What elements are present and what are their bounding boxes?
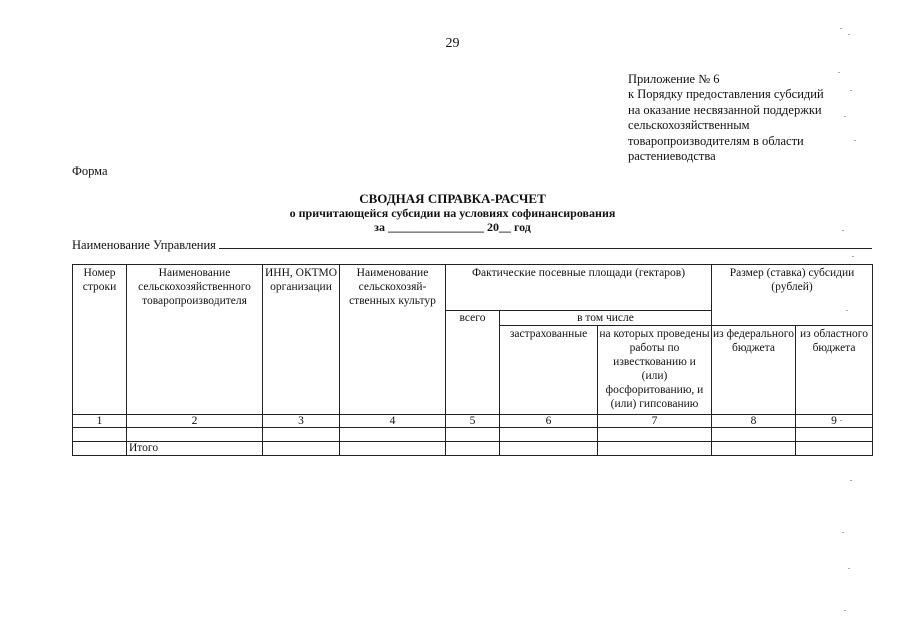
management-row (72, 237, 872, 253)
appendix-line: на оказание несвязанной поддержки (628, 102, 822, 117)
column-number: 1 (73, 415, 127, 428)
table-cell (598, 428, 712, 442)
title-line: СВОДНАЯ СПРАВКА-РАСЧЕТ (359, 191, 546, 206)
table-cell (500, 428, 598, 442)
total-label: Итого (127, 442, 263, 456)
appendix-line: сельскохозяйственным (628, 118, 750, 133)
period-line: за ________________ 20__ год (374, 220, 531, 234)
header-liming: на которых проведены работы по известкованию и (или) фосфоритованию, и (или) гипсованию (598, 326, 712, 415)
table-cell (263, 428, 340, 442)
table-cell (446, 428, 500, 442)
header-insured: застрахованные (500, 326, 598, 415)
table-cell (500, 442, 598, 456)
header-inn-oktmo: ИНН, ОКТМО организации (263, 265, 340, 415)
column-number: 2 (127, 415, 263, 428)
header-crops: Наименование сельскохозяй-ственных культур (340, 265, 446, 415)
table-row (73, 428, 873, 442)
total-row (73, 442, 873, 456)
column-number: 8 (712, 415, 796, 428)
appendix-line: товаропроизводителям в области (628, 133, 804, 148)
appendix-line: Приложение № 6 (628, 72, 720, 86)
header-including: в том числе (500, 311, 712, 326)
header-area-total: всего (446, 311, 500, 415)
management-label: Наименование Управления (72, 238, 216, 252)
column-number: 5 (446, 415, 500, 428)
header-federal-budget: из федерального бюджета (712, 326, 796, 415)
column-number: 3 (263, 415, 340, 428)
column-number: 9 (796, 415, 873, 428)
table-cell (73, 428, 127, 442)
table-cell (73, 442, 127, 456)
table-cell (598, 442, 712, 456)
header-regional-budget: из областного бюджета (796, 326, 873, 415)
table-cell (127, 428, 263, 442)
page-number: 29 (445, 36, 460, 51)
management-fill-line (219, 237, 872, 249)
column-number: 6 (500, 415, 598, 428)
table-cell (263, 442, 340, 456)
table-cell (446, 442, 500, 456)
table-cell (712, 428, 796, 442)
column-number: 7 (598, 415, 712, 428)
column-number: 4 (340, 415, 446, 428)
table-cell (340, 442, 446, 456)
appendix-line: растениеводства (628, 149, 716, 164)
document-title (0, 191, 905, 234)
table-cell (340, 428, 446, 442)
table-cell (712, 442, 796, 456)
appendix-line: к Порядку предоставления субсидий (628, 87, 824, 102)
appendix-note (628, 72, 858, 164)
header-producer-name: Наименование сельскохозяйственного товаропроизводителя (127, 265, 263, 415)
form-label: Форма (72, 164, 108, 178)
scan-noise (836, 20, 876, 620)
header-subsidy-group: Размер (ставка) субсидии (рублей) (712, 265, 873, 326)
header-sown-area-group: Фактические посевные площади (гектаров) (446, 265, 712, 311)
header-row-number: Номер строки (73, 265, 127, 415)
subtitle-line: о причитающейся субсидии на условиях софинансирования (289, 206, 616, 220)
subsidy-table (72, 264, 873, 456)
